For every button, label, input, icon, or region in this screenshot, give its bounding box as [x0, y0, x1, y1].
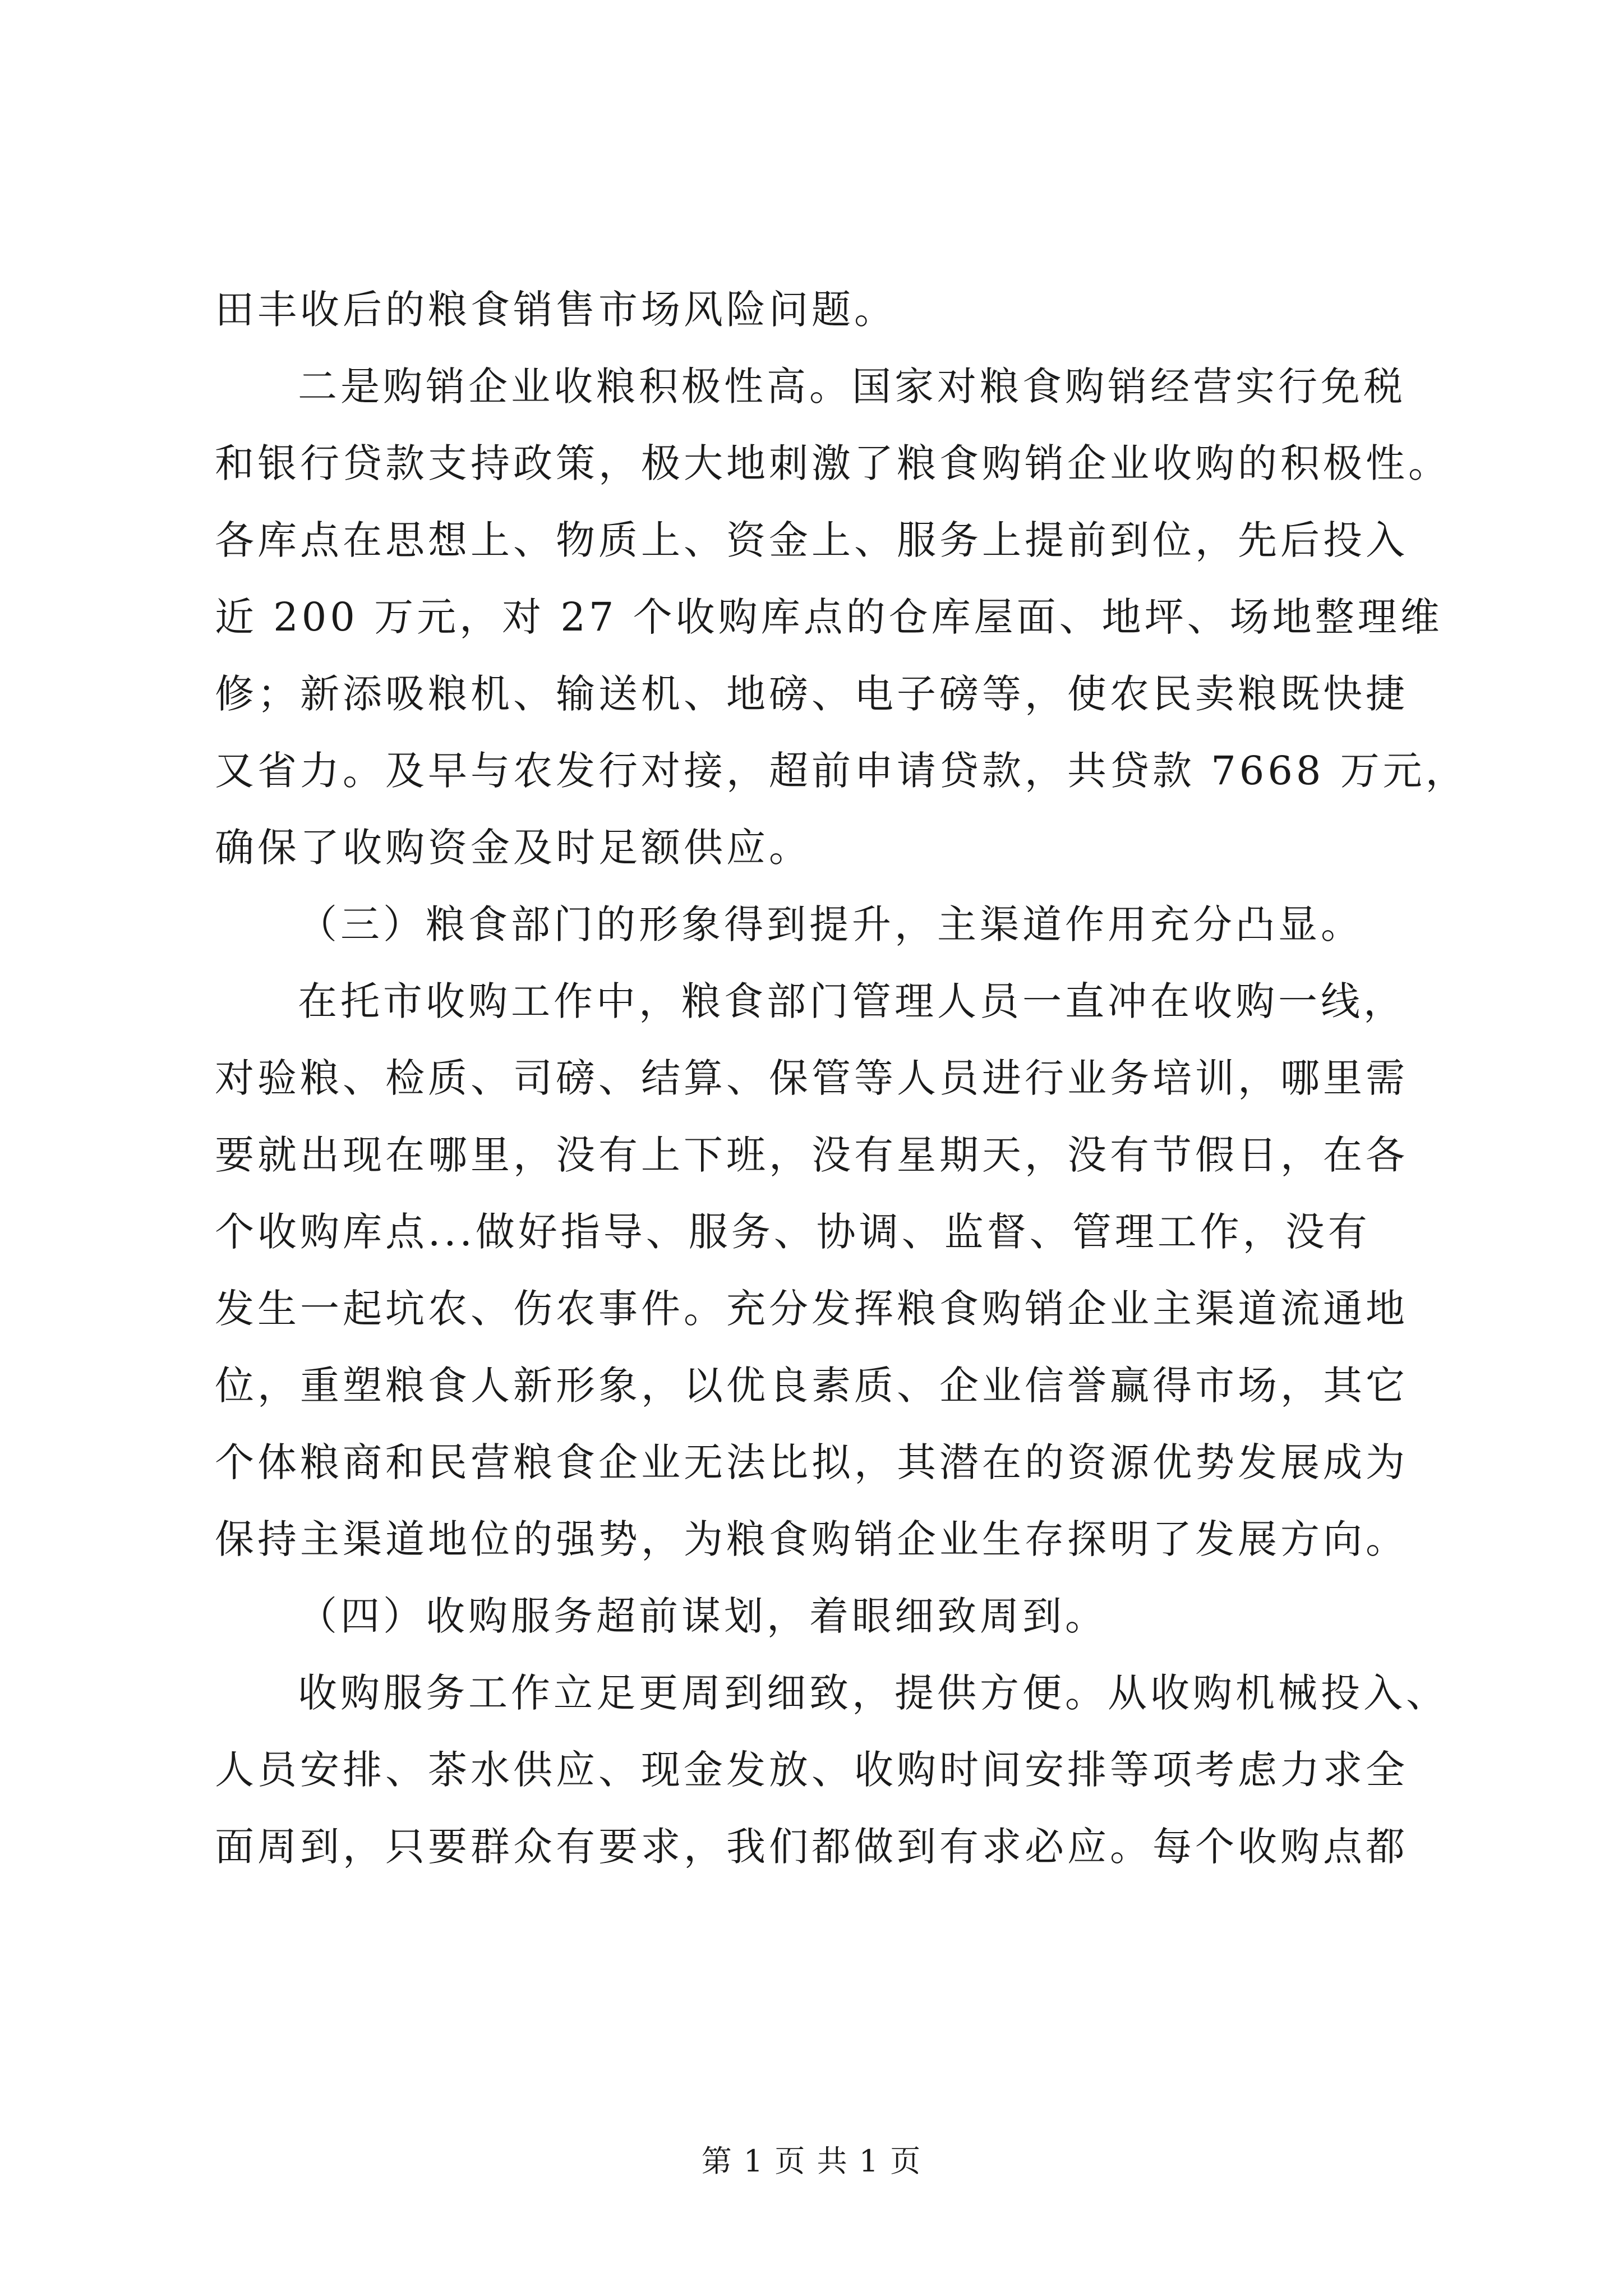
text-line: 要就出现在哪里，没有上下班，没有星期天，没有节假日，在各 [215, 1132, 1408, 1178]
text-line: 面周到，只要群众有要求，我们都做到有求必应。每个收购点都 [215, 1824, 1408, 1870]
section-heading: （四）收购服务超前谋划，着眼细致周到。 [298, 1593, 1108, 1639]
text-line: 对验粮、检质、司磅、结算、保管等人员进行业务培训，哪里需 [215, 1055, 1408, 1101]
text-line: 确保了收购资金及时足额供应。 [215, 825, 811, 871]
text-line: 在托市收购工作中，粮食部门管理人员一直冲在收购一线， [298, 978, 1406, 1024]
text-line: 近 200 万元，对 27 个收购库点的仓库屋面、地坪、场地整理维 [215, 594, 1443, 640]
text-line: 二是购销企业收粮积极性高。国家对粮食购销经营实行免税 [298, 364, 1406, 409]
text-line: 又省力。及早与农发行对接，超前申请贷款，共贷款 7668 万元， [215, 748, 1468, 794]
section-heading: （三）粮食部门的形象得到提升，主渠道作用充分凸显。 [298, 901, 1363, 947]
text-line: 收购服务工作立足更周到细致，提供方便。从收购机械投入、 [298, 1670, 1449, 1716]
text-line: 个体粮商和民营粮食企业无法比拟，其潜在的资源优势发展成为 [215, 1439, 1408, 1485]
text-line: 发生一起坑农、伤农事件。充分发挥粮食购销企业主渠道流通地 [215, 1286, 1408, 1332]
text-line: 位，重塑粮食人新形象，以优良素质、企业信誉赢得市场，其它 [215, 1363, 1408, 1409]
page-footer: 第 1 页 共 1 页 [701, 2143, 922, 2179]
text-line: 个收购库点...做好指导、服务、协调、监督、管理工作，没有 [215, 1209, 1371, 1255]
text-line: 各库点在思想上、物质上、资金上、服务上提前到位，先后投入 [215, 517, 1408, 563]
text-line: 和银行贷款支持政策，极大地刺激了粮食购销企业收购的积极性。 [215, 440, 1451, 486]
text-line: 修；新添吸粮机、输送机、地磅、电子磅等，使农民卖粮既快捷 [215, 671, 1408, 717]
text-line: 人员安排、茶水供应、现金发放、收购时间安排等项考虑力求全 [215, 1747, 1408, 1793]
text-line: 保持主渠道地位的强势，为粮食购销企业生存探明了发展方向。 [215, 1516, 1408, 1562]
text-line: 田丰收后的粮食销售市场风险问题。 [215, 287, 897, 333]
